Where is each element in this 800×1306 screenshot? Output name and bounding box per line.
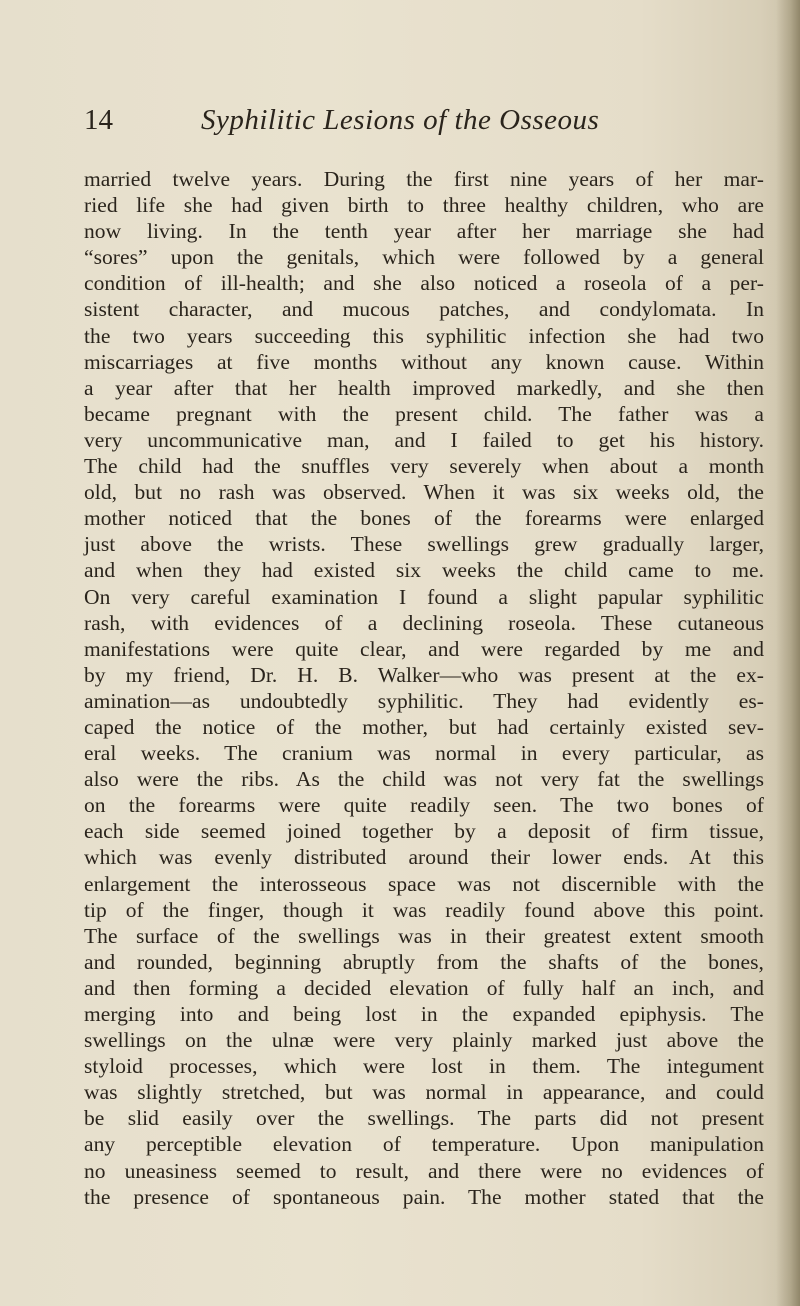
text-line: any perceptible elevation of temperature. Upon manipulation <box>84 1132 764 1157</box>
page-edge-shadow <box>776 0 800 1306</box>
text-line: eral weeks. The cranium was normal in every particular, as <box>84 741 764 766</box>
text-line: became pregnant with the present child. The father was a <box>84 401 764 426</box>
text-line: on the forearms were quite readily seen. The two bones of <box>84 793 764 818</box>
text-line: no uneasiness seemed to result, and there were no evidences of <box>84 1158 764 1183</box>
text-line: condition of ill-health; and she also noticed a roseola of a per- <box>84 271 764 296</box>
text-line: be slid easily over the swellings. The parts did not present <box>84 1106 764 1131</box>
text-line: by my friend, Dr. H. B. Walker—who was present at the ex- <box>84 662 764 687</box>
text-line: very uncommunicative man, and I failed to get his history. <box>84 427 764 452</box>
text-line: tip of the finger, though it was readily found above this point. <box>84 897 764 922</box>
text-line: the presence of spontaneous pain. The mother stated that the <box>84 1184 764 1209</box>
page-header <box>84 104 764 140</box>
text-line: “sores” upon the genitals, which were followed by a general <box>84 245 764 270</box>
text-line: a year after that her health improved markedly, and she then <box>84 375 764 400</box>
text-line: each side seemed joined together by a deposit of firm tissue, <box>84 819 764 844</box>
text-line: the two years succeeding this syphilitic infection she had two <box>84 323 764 348</box>
text-line: and then forming a decided elevation of fully half an inch, and <box>84 975 764 1000</box>
text-line: just above the wrists. These swellings grew gradually larger, <box>84 532 764 557</box>
text-line: mother noticed that the bones of the forearms were enlarged <box>84 506 764 531</box>
text-line: merging into and being lost in the expanded epiphysis. The <box>84 1002 764 1026</box>
text-line: now living. In the tenth year after her marriage she had <box>84 219 764 244</box>
body-text <box>84 166 764 1210</box>
text-line: also were the ribs. As the child was not very fat the swellings <box>84 767 764 792</box>
text-line: rash, with evidences of a declining roseola. These cutaneous <box>84 610 764 635</box>
text-line: The child had the snuffles very severely when about a month <box>84 454 764 479</box>
text-line: manifestations were quite clear, and were regarded by me and <box>84 636 764 661</box>
text-line: styloid processes, which were lost in them. The integument <box>84 1054 764 1079</box>
text-line: caped the notice of the mother, but had certainly existed sev- <box>84 714 764 739</box>
text-line: ried life she had given birth to three healthy children, who are <box>84 193 764 218</box>
text-line: miscarriages at five months without any known cause. Within <box>84 349 764 374</box>
running-head: Syphilitic Lesions of the Osseous <box>201 104 600 136</box>
text-line: On very careful examination I found a slight papular syphilitic <box>84 584 764 609</box>
text-line: old, but no rash was observed. When it was six weeks old, the <box>84 480 764 505</box>
page-number: 14 <box>84 104 113 136</box>
text-line: sistent character, and mucous patches, and condylomata. In <box>84 297 764 322</box>
text-line: and when they had existed six weeks the child came to me. <box>84 558 764 583</box>
text-line: swellings on the ulnæ were very plainly marked just above the <box>84 1028 764 1053</box>
text-line: and rounded, beginning abruptly from the shafts of the bones, <box>84 949 764 974</box>
text-line: married twelve years. During the first nine years of her mar- <box>84 167 764 191</box>
text-line: enlargement the interosseous space was not discernible with the <box>84 871 764 896</box>
text-line: The surface of the swellings was in their greatest extent smooth <box>84 923 764 948</box>
text-line: amination—as undoubtedly syphilitic. They had evidently es- <box>84 688 764 713</box>
text-line: which was evenly distributed around their lower ends. At this <box>84 845 764 870</box>
text-line: was slightly stretched, but was normal in appearance, and could <box>84 1080 764 1105</box>
